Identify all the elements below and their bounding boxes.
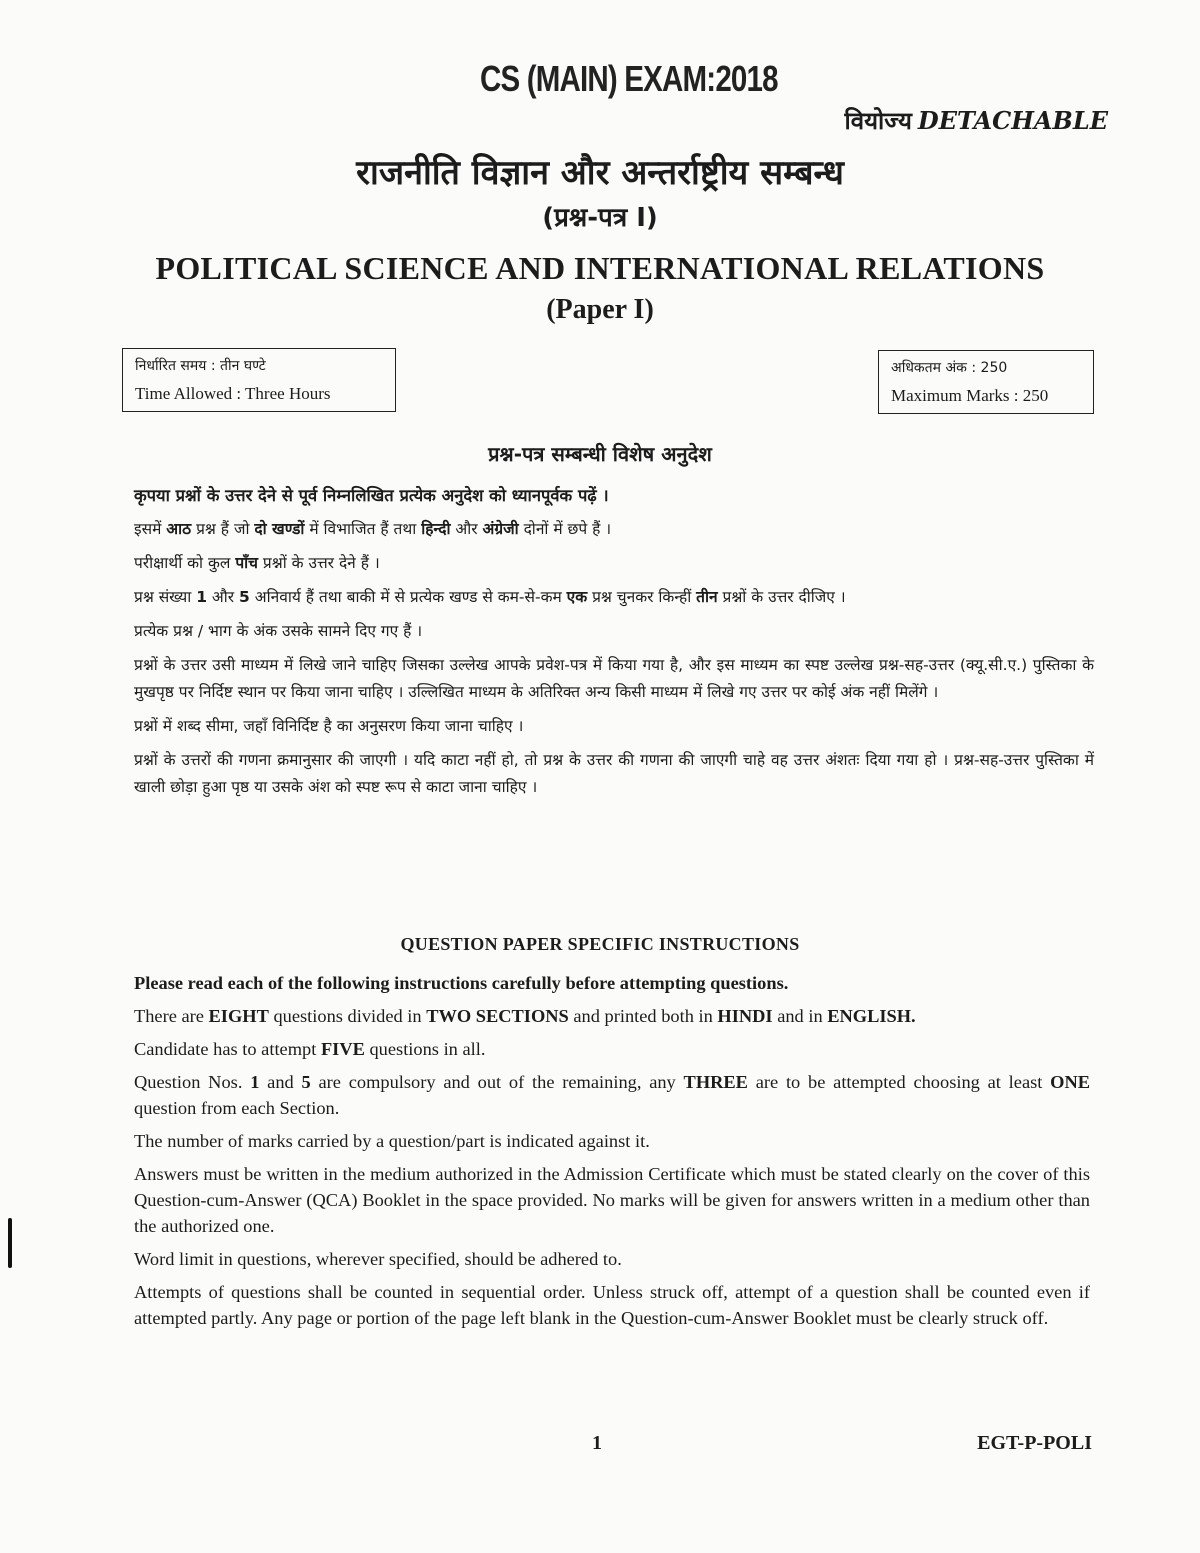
time-allowed-english: Time Allowed : Three Hours (135, 384, 331, 403)
english-instruction-6: Word limit in questions, wherever specified, should be adhered to. (134, 1249, 622, 1269)
english-instructions-heading: QUESTION PAPER SPECIFIC INSTRUCTIONS (400, 934, 800, 954)
english-instruction-4: The number of marks carried by a question/part is indicated against it. (134, 1131, 650, 1151)
english-instructions (134, 970, 1090, 1338)
hindi-instruction-2: परीक्षार्थी को कुल पाँच प्रश्नों के उत्तर देने हैं । (134, 554, 380, 572)
hindi-instruction-4: प्रत्येक प्रश्न / भाग के अंक उसके सामने दिए गए हैं । (134, 622, 423, 640)
page-number: 1 (592, 1432, 602, 1454)
hindi-instruction-3: प्रश्न संख्या 1 और 5 अनिवार्य हैं तथा बाकी में से प्रत्येक खण्ड से कम-से-कम एक प्रश्न चुनकर किन्हीं तीन प्रश्नों के उत्तर दीजिए । (134, 588, 846, 606)
hindi-instruction-1: इसमें आठ प्रश्न हैं जो दो खण्डों में विभाजित हैं तथा हिन्दी और अंग्रेजी दोनों में छपे हैं । (134, 520, 612, 538)
english-instruction-1: There are EIGHT questions divided in TWO SECTIONS and printed both in HINDI and in ENGLISH. (134, 1006, 916, 1026)
detachable-label (845, 104, 1108, 137)
time-allowed-box (122, 348, 396, 412)
english-instruction-5: Answers must be written in the medium authorized in the Admission Certificate which must be stated clearly on the cover of this Question-cum-Answer (QCA) Booklet in the space provided. No marks will be given for answers written in a medium other than the authorized one. (134, 1164, 1090, 1236)
hindi-instructions-heading: प्रश्न-पत्र सम्बन्धी विशेष अनुदेश (488, 442, 712, 466)
hindi-instruction-7: प्रश्नों के उत्तरों की गणना क्रमानुसार की जाएगी । यदि काटा नहीं हो, तो प्रश्न के उत्तर की गणना की जाएगी चाहे वह उत्तर अंशतः दिया गया हो । प्रश्न-सह-उत्तर पुस्तिका में खाली छोड़ा हुआ पृष्ठ या उसके अंश को स्पष्ट रूप से काटा जाना चाहिए । (134, 751, 1094, 796)
scan-edge-mark (8, 1218, 12, 1268)
maximum-marks-english: Maximum Marks : 250 (891, 386, 1049, 405)
english-instruction-3: Question Nos. 1 and 5 are compulsory and out of the remaining, any THREE are to be attempted choosing at least ONE question from each Section. (134, 1072, 1091, 1118)
maximum-marks-box (878, 350, 1094, 414)
hindi-instruction-6: प्रश्नों में शब्द सीमा, जहाँ विनिर्दिष्ट है का अनुसरण किया जाना चाहिए । (134, 717, 524, 735)
paper-code: EGT-P-POLI (977, 1432, 1092, 1454)
paper-hindi: (प्रश्न-पत्र I) (542, 203, 658, 233)
detachable-label-hindi: वियोज्य (844, 106, 912, 135)
time-allowed-hindi: निर्धारित समय : तीन घण्टे (135, 358, 266, 374)
hindi-instruction-5: प्रश्नों के उत्तर उसी माध्यम में लिखे जाने चाहिए जिसका उल्लेख आपके प्रवेश-पत्र में किया गया है, और इस माध्यम का स्पष्ट उल्लेख प्रश्न-सह-उत्तर (क्यू.सी.ए.) पुस्तिका के मुखपृष्ठ पर निर्दिष्ट स्थान पर किया जाना चाहिए । उल्लिखित माध्यम के अतिरिक्त अन्य किसी माध्यम में लिखे गए उत्तर पर कोई अंक नहीं मिलेंगे । (134, 656, 1094, 701)
exam-stamp: CS (MAIN) EXAM:2018 (480, 58, 778, 99)
english-instruction-lead: Please read each of the following instructions carefully before attempting questions. (134, 973, 789, 993)
title-english: POLITICAL SCIENCE AND INTERNATIONAL RELATIONS (155, 250, 1045, 286)
english-instruction-2: Candidate has to attempt FIVE questions in all. (134, 1039, 486, 1059)
hindi-instructions (134, 482, 1094, 808)
maximum-marks-hindi: अधिकतम अंक : 250 (891, 360, 1008, 376)
paper-english: (Paper I) (546, 294, 654, 325)
hindi-instruction-lead: कृपया प्रश्नों के उत्तर देने से पूर्व निम्नलिखित प्रत्येक अनुदेश को ध्यानपूर्वक पढ़ें । (134, 486, 609, 505)
title-hindi: राजनीति विज्ञान और अन्तर्राष्ट्रीय सम्बन्ध (356, 153, 844, 193)
detachable-label-english: DETACHABLE (917, 106, 1108, 135)
english-instruction-7: Attempts of questions shall be counted in sequential order. Unless struck off, attempt of a question shall be counted even if attempted partly. Any page or portion of the page left blank in the Question-cum-Answer Booklet must be clearly struck off. (134, 1282, 1090, 1328)
